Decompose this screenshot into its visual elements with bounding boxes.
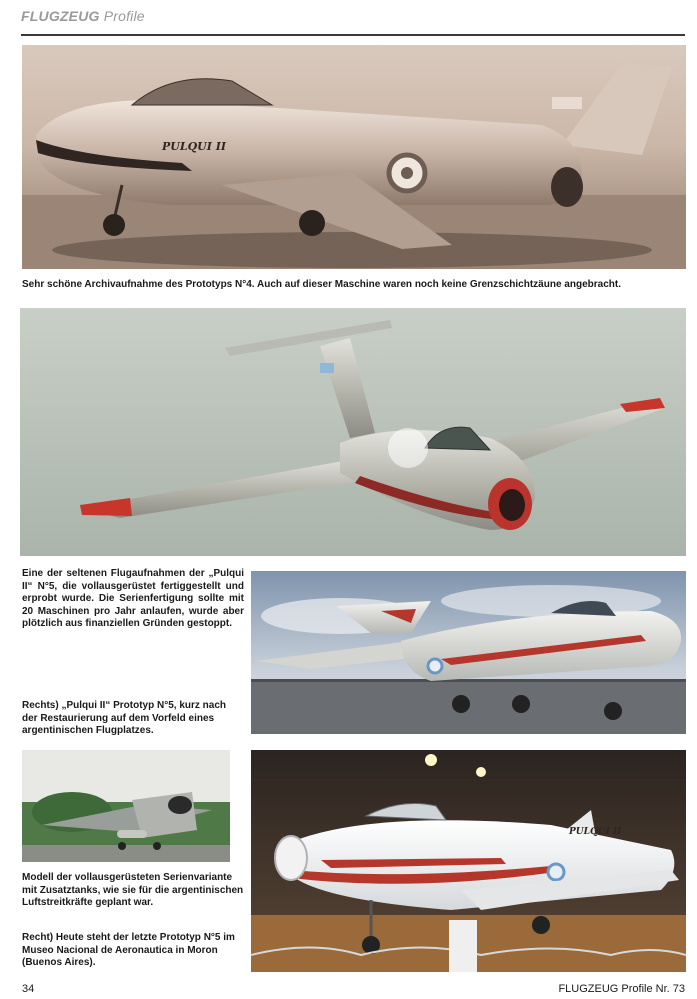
caption-photo3: Rechts) „Pulqui II“ Prototyp N°5, kurz nach der Restaurierung auf dem Vorfeld eines argentinischen Flugplatzes. (22, 700, 227, 736)
photo-flight (20, 308, 686, 556)
caption-photo2: Eine der seltenen Flugaufnahmen der „Pulqui II“ N°5, die vollausgerüstet fertiggestellt und erprobt wurde. Die Serienfertigung sollte mit 20 Maschinen pro Jahr anlaufen, wurde aber plötzlich aus finanziellen Gründen gestoppt. (22, 568, 244, 629)
caption-photo4: Modell der vollausgerüsteten Serienvariante mit Zusatztanks, wie sie für die argentinischen Luftstreitkräfte geplant war. (22, 872, 244, 908)
fuselage-lettering: PULQUI II (162, 140, 227, 153)
magazine-section: Profile (103, 8, 145, 24)
magazine-name: FLUGZEUG (21, 8, 100, 24)
museum-fuselage-lettering: PULQUI II (569, 827, 622, 837)
caption-photo5: Recht) Heute steht der letzte Prototyp N°5 im Museo Nacional de Aeronautica in Moron (Buenos Aires). (22, 932, 235, 968)
photo-museum (251, 750, 686, 972)
magazine-header (21, 8, 145, 24)
header-rule (21, 34, 685, 36)
photo-apron (251, 571, 686, 734)
photo-model (22, 750, 230, 862)
caption-photo1: Sehr schöne Archivaufnahme des Prototyps N°4. Auch auf dieser Maschine waren noch keine Grenzschichtzäune angebracht. (22, 279, 621, 290)
page-number: 34 (22, 983, 35, 995)
publication-footer: FLUGZEUG Profile Nr. 73 (558, 983, 685, 995)
photo-prototype-4 (22, 45, 686, 269)
